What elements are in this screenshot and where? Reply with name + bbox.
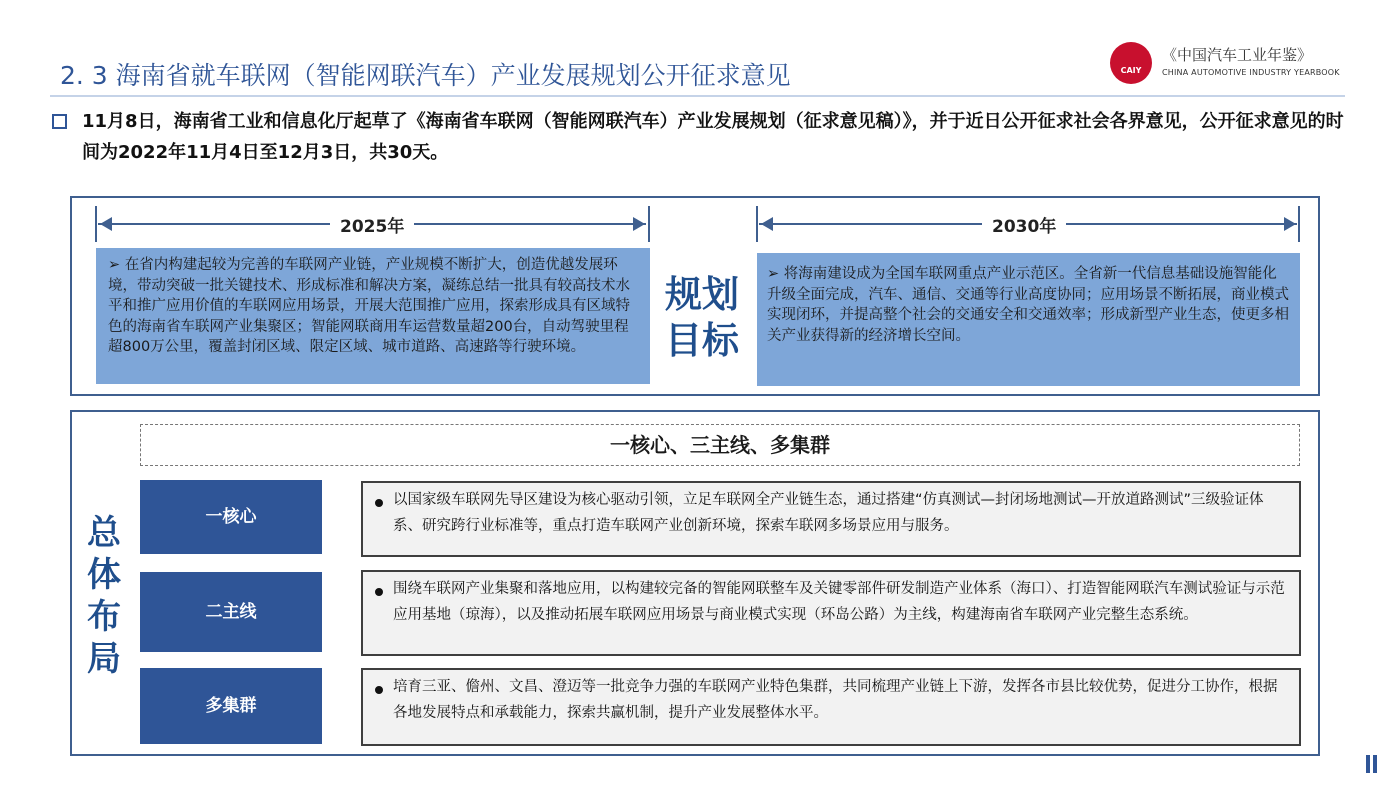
goals-center-title [652, 272, 752, 364]
desc-two-lines-text: 围绕车联网产业集聚和落地应用，以构建较完备的智能网联整车及关键零部件研发制造产业体系（海口）、打造智能网联汽车测试验证与示范应用基地（琼海），以及推动拓展车联网应用场景与商业模式实现（环岛公路）为主线，构建海南省车联网产业完整生态系统。 [393, 581, 1285, 623]
timeline-tick-right-start [756, 206, 758, 242]
label-one-core: 一核心 [140, 480, 322, 554]
year-label-2030: 2030年 [982, 212, 1066, 237]
bullet-dot-icon [375, 588, 383, 596]
square-bullet-icon [52, 114, 67, 129]
timeline-tick-right-end [1298, 206, 1300, 242]
goals-title-line-2: 目标 [665, 319, 739, 362]
arrow-right-icon [1284, 217, 1296, 231]
desc-two-lines [361, 570, 1301, 656]
logo-chinese-name: 《中国汽车工业年鉴》 [1162, 46, 1313, 64]
side-title-char: 局 [87, 639, 121, 679]
bullet-dot-icon [375, 499, 383, 507]
logo-english-name: CHINA AUTOMOTIVE INDUSTRY YEARBOOK [1162, 68, 1340, 77]
timeline-tick-left-end [648, 206, 650, 242]
yearbook-logo [1110, 42, 1346, 88]
goal-2030-box: ➢ 将海南建设成为全国车联网重点产业示范区。全省新一代信息基础设施智能化升级全面完成，汽车、通信、交通等行业高度协同；应用场景不断拓展，商业模式实现闭环，并提高整个社会的交通安全和交通效率；形成新型产业生态，使更多相关产业获得新的经济增长空间。 [757, 253, 1300, 386]
intro-paragraph: 11月8日，海南省工业和信息化厅起草了《海南省车联网（智能网联汽车）产业发展规划（征求意见稿）》，并于近日公开征求社会各界意见，公开征求意见的时间为2022年11月4日至12月3日，共30天。 [82, 111, 1344, 163]
arrow-right-icon [633, 217, 645, 231]
year-label-2025: 2025年 [330, 212, 414, 237]
logo-badge-icon [1110, 42, 1152, 84]
layout-side-title [84, 512, 124, 680]
arrow-left-icon [761, 217, 773, 231]
label-two-lines: 二主线 [140, 572, 322, 652]
desc-one-core [361, 481, 1301, 557]
page-title: 2. 3 海南省就车联网（智能网联汽车）产业发展规划公开征求意见 [60, 61, 791, 90]
label-multi-clusters: 多集群 [140, 668, 322, 744]
bullet-dot-icon [375, 686, 383, 694]
arrow-left-icon [100, 217, 112, 231]
logo-badge-text: CAIY [1120, 66, 1142, 75]
goals-title-line-1: 规划 [665, 273, 739, 316]
layout-heading: 一核心、三主线、多集群 [140, 424, 1300, 466]
timeline-tick-left-start [95, 206, 97, 242]
page-indicator-icon [1366, 755, 1378, 773]
title-divider [50, 95, 1345, 97]
desc-multi-clusters-text: 培育三亚、儋州、文昌、澄迈等一批竞争力强的车联网产业特色集群，共同梳理产业链上下游，发挥各市县比较优势，促进分工协作，根据各地发展特点和承载能力，探索共赢机制，提升产业发展整体水平。 [393, 679, 1278, 721]
side-title-char: 体 [87, 555, 121, 595]
side-title-char: 总 [87, 513, 121, 553]
goal-2025-box: ➢ 在省内构建起较为完善的车联网产业链，产业规模不断扩大，创造优越发展环境，带动突破一批关键技术、形成标准和解决方案，凝练总结一批具有较高技术水平和推广应用价值的车联网应用场景，开展大范围推广应用，探索形成具有区域特色的海南省车联网产业集聚区；智能网联商用车运营数量超200台，自动驾驶里程超800万公里，覆盖封闭区域、限定区域、城市道路、高速路等行驶环境。 [96, 248, 650, 384]
desc-multi-clusters [361, 668, 1301, 746]
desc-one-core-text: 以国家级车联网先导区建设为核心驱动引领，立足车联网全产业链生态，通过搭建“仿真测试—封闭场地测试—开放道路测试”三级验证体系、研究跨行业标准等，重点打造车联网产业创新环境，探索车联网多场景应用与服务。 [393, 492, 1264, 534]
side-title-char: 布 [87, 597, 121, 637]
